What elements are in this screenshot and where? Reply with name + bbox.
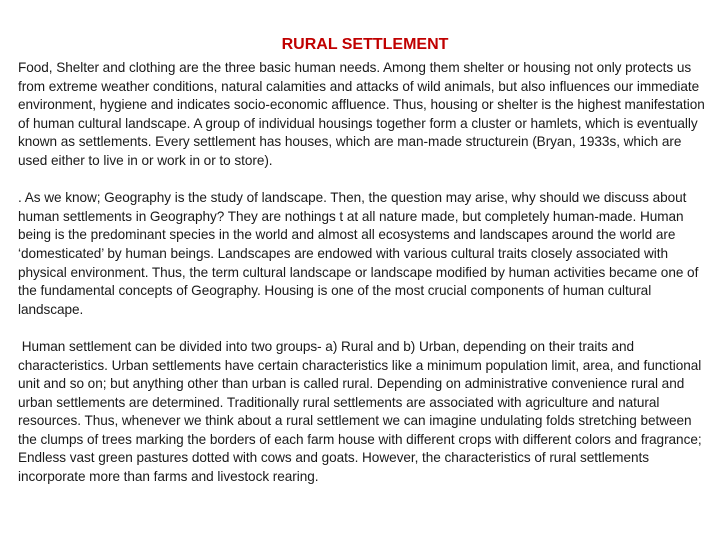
paragraph-rural-urban: Human settlement can be divided into two groups- a) Rural and b) Urban, depending on their traits and characteristics. Urban settlements have certain characteristics like a minimum population limit, area, and functional unit and so on; but anything other than urban is called rural. Depending on administrative convenience rural and urban settlements are determined. Traditionally rural settlements are associated with agriculture and natural resources. Thus, whenever we think about a rural settlement we can imagine undulating folds stretching between the clumps of trees marking the borders of each farm house with different crops with different colors and fragrance; Endless vast green pastures dotted with cows and goats. However, the characteristics of rural settlements incorporate more than farms and livestock rearing. [18, 338, 706, 485]
slide-title: RURAL SETTLEMENT [281, 36, 449, 53]
paragraph-gap [18, 171, 714, 190]
paragraph-geography-landscape: . As we know; Geography is the study of landscape. Then, the question may arise, why should we discuss about human settlements in Geography? They are nothings t at all nature made, but completely human-made. Human being is the predominant species in the world and almost all ecosystems and landscapes around the world are ‘domesticated’ by human beings. Landscapes are endowed with various cultural traits closely associated with physical environment. Thus, the term cultural landscape or landscape modified by human activities became one of the fundamental concepts of Geography. Housing is one of the most crucial components of human cultural landscape. [18, 190, 703, 317]
paragraph-shelter-needs: Food, Shelter and clothing are the three basic human needs. Among them shelter or housing not only protects us from extreme weather conditions, natural calamities and attacks of wild animals, but also influences our immediate environment, hygiene and indicates socio-economic affluence. Thus, housing or shelter is the highest manifestation of human cultural landscape. A group of individual housings together form a cluster or hamlets, which is eventually known as settlements. Every settlement has houses, which are man-made structurein (Bryan, 1933s, which are used either to live in or work in or to store). [18, 60, 709, 168]
paragraph-gap [18, 319, 714, 338]
slide-body [18, 59, 714, 487]
